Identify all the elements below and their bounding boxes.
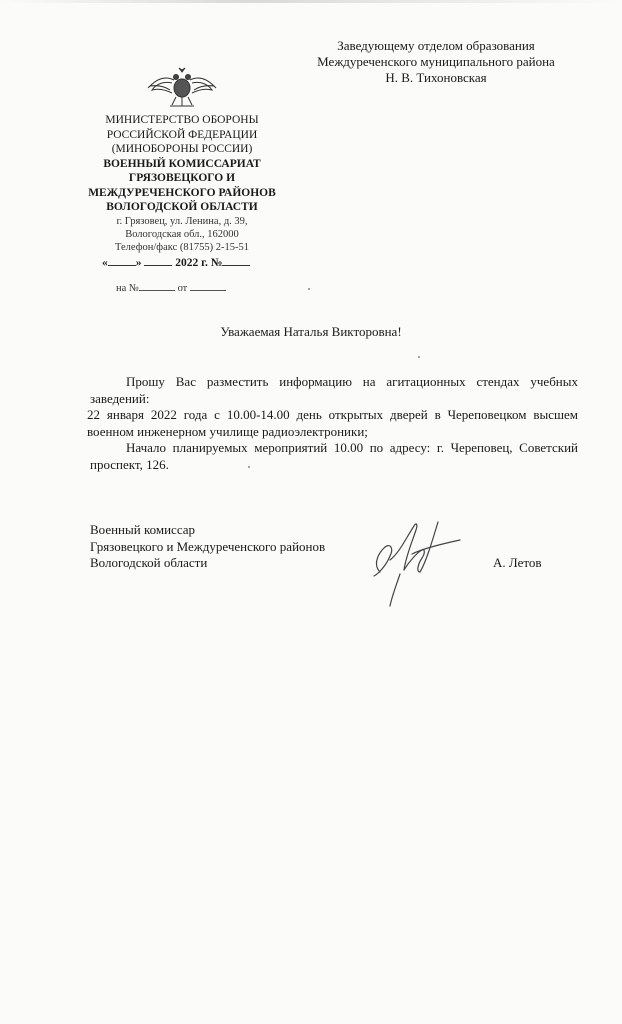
document-number — [222, 265, 250, 266]
letter-body — [87, 374, 578, 473]
scan-edge — [0, 0, 622, 3]
quote-mark: » — [135, 257, 142, 269]
ref-date-blank — [190, 290, 226, 291]
signatory-block — [90, 522, 370, 572]
signatory-title: Вологодской области — [90, 555, 208, 570]
body-paragraph: 22 января 2022 года с 10.00-14.00 день открытых дверей в Череповецком высшем военном инженерном училище радиоэлектроники; — [87, 407, 578, 439]
ministry-line: (МИНОБОРОНЫ РОССИИ) — [111, 143, 253, 155]
signatory-name: А. Летов — [493, 555, 542, 570]
date-year: 2022 г. № — [175, 257, 223, 269]
sender-phone: Телефон/факс (81755) 2-15-51 — [115, 241, 249, 253]
sender-block — [72, 113, 292, 254]
signatory-title: Военный комиссар — [90, 522, 196, 537]
ministry-line: МИНИСТЕРСТВО ОБОРОНЫ — [105, 114, 259, 126]
ministry-line: РОССИЙСКОЙ ФЕДЕРАЦИИ — [106, 128, 258, 141]
ref-from: от — [177, 283, 188, 294]
scan-speck — [418, 356, 420, 358]
sender-address: г. Грязовец, ул. Ленина, д. 39, — [116, 215, 248, 227]
ref-prefix: на № — [116, 283, 139, 294]
scan-speck — [308, 288, 310, 290]
handwritten-signature-icon — [360, 512, 470, 612]
scan-speck — [248, 466, 250, 468]
organization-line: ВОЛОГОДСКОЙ ОБЛАСТИ — [106, 201, 258, 213]
addressee-name: Н. В. Тихоновская — [385, 70, 487, 85]
organization-line: МЕЖДУРЕЧЕНСКОГО РАЙОНОВ — [88, 186, 276, 199]
body-paragraph: Начало планируемых мероприятий 10.00 по адресу: г. Череповец, Советский проспект, 126. — [90, 440, 578, 472]
signatory-title: Грязовецкого и Междуреченского районов — [90, 538, 326, 554]
addressee-line: Междуреченского муниципального района — [317, 54, 555, 69]
double-headed-eagle-emblem-icon — [146, 66, 218, 110]
addressee-block — [286, 38, 586, 86]
ref-number-blank — [139, 290, 175, 291]
organization-line: ГРЯЗОВЕЦКОГО И — [128, 172, 236, 184]
addressee-line: Заведующему отделом образования — [337, 38, 535, 53]
body-paragraph: Прошу Вас разместить информацию на агитационных стендах учебных заведений: — [90, 374, 578, 406]
outgoing-reference — [102, 257, 272, 269]
incoming-reference — [116, 283, 256, 294]
date-month — [144, 265, 172, 266]
greeting: Уважаемая Наталья Викторовна! — [220, 324, 402, 339]
sender-address: Вологодская обл., 162000 — [125, 228, 239, 240]
date-day — [108, 265, 136, 266]
quote-mark: « — [102, 257, 108, 269]
organization-line: ВОЕННЫЙ КОМИССАРИАТ — [103, 157, 261, 170]
